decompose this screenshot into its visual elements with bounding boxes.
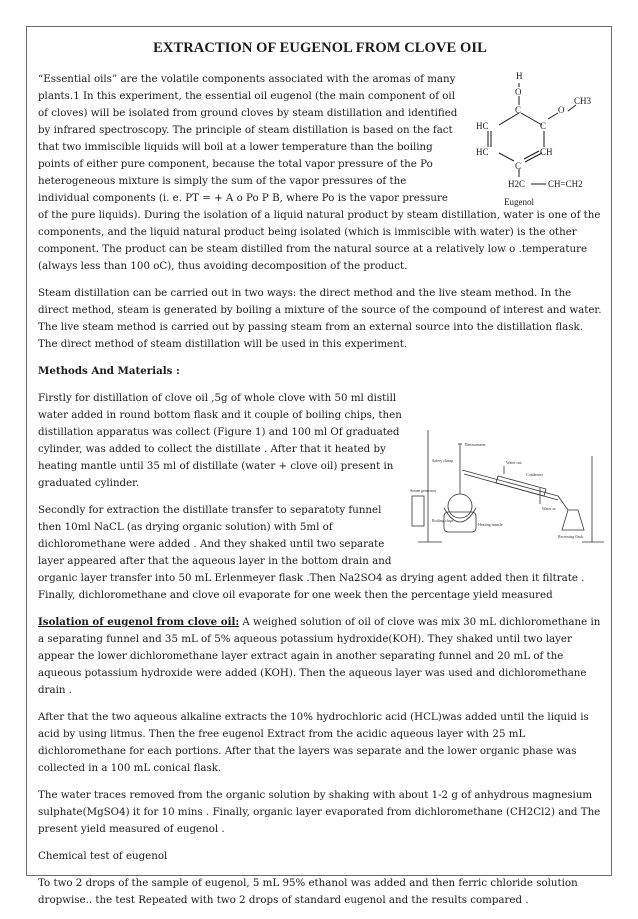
structure-ch: CH <box>540 147 553 157</box>
apparatus-label-water-in: Water in <box>542 506 556 511</box>
structure-c-bottom: C <box>515 161 522 171</box>
structure-vinyl: CH=CH2 <box>548 179 583 189</box>
structure-c-right: C <box>540 121 547 131</box>
intro-paragraph: “Essential oils” are the volatile components associated with the aromas of many plants.1 In this experiment, the essential oil eugenol (the main component of oil of cloves) will be isolated from ground cloves by steam distillation and identified by infrared spectroscopy. The principle of steam distillation is based on the fact that two immiscible liquids will boil at a lower temperature than the boiling points of either pure component, because the total vapor pressure of the Po heterogeneous mixture is simply the sum of the vapor pressures of the individual components (i. e. PT = + A o Po P B, where Po is the vapor pressure of the pure liquids). During the isolation of a liquid natural product by steam distillation, water is one of the components, and the liquid natural product being isolated (which is immiscible with water) is the other component. The product can be steam distilled from the natural source at a relatively low o .temperature (always less than 100 oC), thus avoiding decomposition of the product. <box>38 73 601 272</box>
document-body <box>38 40 602 919</box>
apparatus-label-steam-generator: Steam generator <box>410 488 437 493</box>
methods-paragraph-1: Firstly for distillation of clove oil ,5g of whole clove with 50 ml distill water added in round bottom flask and it couple of boiling chips, then distillation apparatus was collect (Figure 1) and 100 ml Of graduated cylinder, was added to collect the distillate . After that it heated by heating mantle until 35 ml of distillate (water + clove oil) present in graduated cylinder. <box>38 392 402 489</box>
isolation-text: A weighed solution of oil of clove was mix 30 mL dichloromethane in a separating funnel and 35 mL of 5% aqueous potassium hydroxide(KOH). They shaked until two layer appear the lower dichloromethane layer extract again in another separating funnel and 20 mL of the aqueous potassium hydroxide were added (KOH). Then the aqueous layer was used and dichloromethane drain . <box>38 616 601 696</box>
structure-o-side: O <box>558 105 565 115</box>
structure-ch3: CH3 <box>574 96 592 106</box>
eugenol-structure-figure <box>458 71 602 207</box>
structure-h: H <box>516 71 523 81</box>
methods-heading: Methods And Materials : <box>38 365 180 377</box>
methods-paragraph-2: Secondly for extraction the distillate transfer to separatoty funnel then 10ml NaCL (as drying organic solution) with 5ml of dichloromethane were added . And they shaked until two separate layer appeared after that the aqueous layer in the bottom drain and organic layer transfer into 50 mL Erlenmeyer flask .Then Na2SO4 as drying agent added then it filtrate . Finally, dichloromethane and clove oil evaporate for one week then the percentage yield measured <box>38 504 585 601</box>
apparatus-label-heating-mantle: Heating mantle <box>478 522 503 527</box>
apparatus-label-receiving-flask: Receiving flask <box>558 534 583 539</box>
eugenol-structure-diagram <box>464 65 602 195</box>
apparatus-label-boiling-chips: Boiling chips <box>432 518 454 523</box>
isolation-heading: Isolation of eugenol from clove oil: <box>38 616 240 628</box>
isolation-paragraph-1 <box>38 614 602 699</box>
structure-h2c: H2C <box>508 179 526 189</box>
steam-methods-paragraph: Steam distillation can be carried out in two ways: the direct method and the live steam method. In the direct method, steam is generated by boiling a mixture of the source of the compound of interest and water. The live steam method is carried out by passing steam from an external source into the distillation flask. The direct method of steam distillation will be used in this experiment. <box>38 287 602 350</box>
structure-caption: Eugenol <box>504 197 534 207</box>
structure-hc-lower: HC <box>476 147 489 157</box>
apparatus-label-condenser: Condenser <box>526 472 544 477</box>
apparatus-label-thermometer: Thermometer <box>464 442 486 447</box>
structure-c-top: C <box>515 105 522 115</box>
chemical-test-paragraph: To two 2 drops of the sample of eugenol, 5 mL 95% ethanol was added and then ferric chloride solution dropwise.. the test Repeated with two 2 drops of standard eugenol and the results compared . <box>38 877 578 906</box>
structure-hc-upper: HC <box>476 121 489 131</box>
document-title: EXTRACTION OF EUGENOL FROM CLOVE OIL <box>153 40 487 56</box>
isolation-paragraph-2: After that the two aqueous alkaline extracts the 10% hydrochloric acid (HCL)was added until the liquid is acid by using litmus. Then the free eugenol Extract from the acidic aqueous layer with 25 mL dichloromethane for each portions. After that the layers was separate and the lower organic phase was collected in a 100 mL conical flask. <box>38 711 589 774</box>
apparatus-label-water-out: Water out <box>506 460 522 465</box>
isolation-paragraph-3: The water traces removed from the organic solution by shaking with about 1-2 g of anhydrous magnesium sulphate(MgSO4) it for 10 mins . Finally, organic layer evaporated from dichloromethane (CH2Cl2) and The present yield measured of eugenol . <box>38 789 601 835</box>
distillation-apparatus-diagram <box>408 426 608 550</box>
structure-o-top: O <box>515 87 522 97</box>
distillation-apparatus-figure <box>402 424 602 554</box>
chemical-test-heading: Chemical test of eugenol <box>38 850 168 862</box>
apparatus-label-safety-clamp: Safety clamp <box>432 458 453 463</box>
